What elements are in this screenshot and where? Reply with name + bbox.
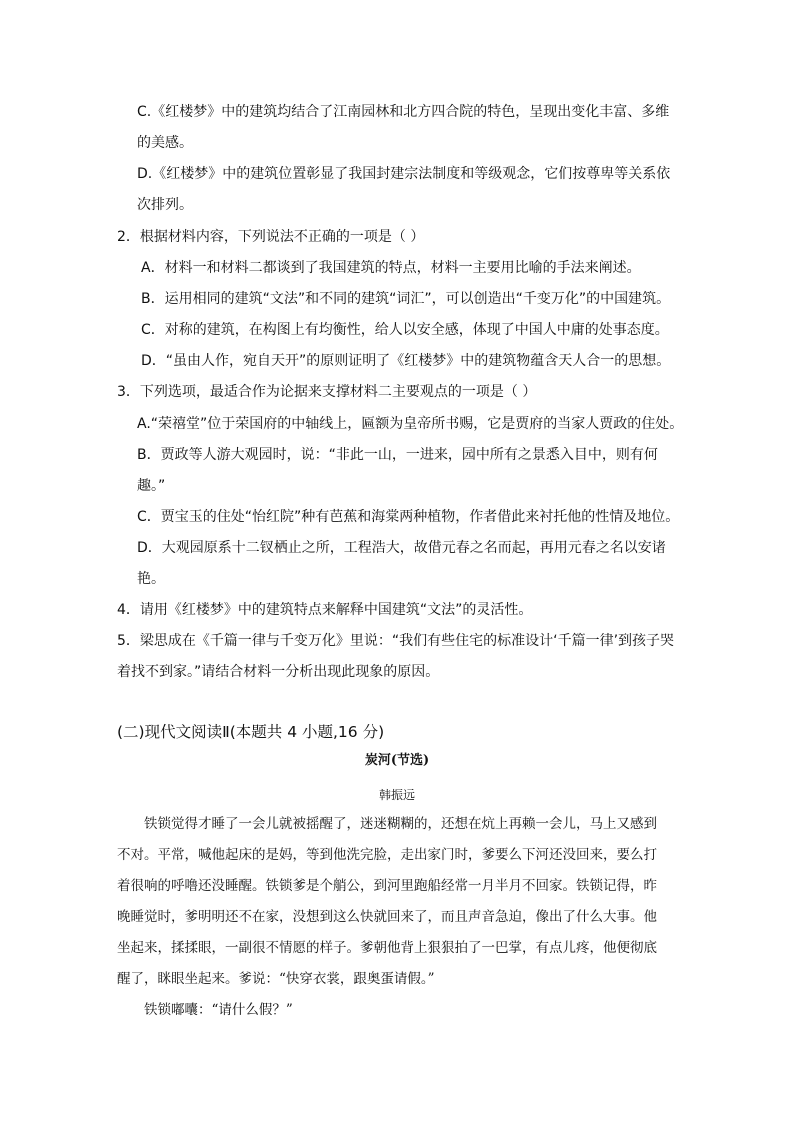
passage-paragraph-1-line4: 晚睡觉时，爹明明还不在家，没想到这么快就回来了，而且声音急迫，像出了什么大事。他 [117, 909, 657, 925]
section-heading: (二)现代文阅读Ⅱ(本题共 4 小题,16 分) [117, 723, 385, 741]
question-3-option-a: A.“荣禧堂”位于荣国府的中轴线上，匾额为皇帝所书赐，它是贾府的当家人贾政的住处。 [137, 416, 684, 432]
question-5-line1: 5．梁思成在《千篇一律与千变万化》里说：“我们有些住宅的标准设计‘千篇一律’到孩子哭 [117, 633, 675, 649]
question-5-line2: 着找不到家。”请结合材料一分析出现此现象的原因。 [117, 664, 440, 680]
option-d-line1: D.《红楼梦》中的建筑位置彰显了我国封建宗法制度和等级观念，它们按尊卑等关系依 [137, 166, 671, 182]
passage-paragraph-1-line6: 醒了，眯眼坐起来。爹说：“快穿衣裳，跟奥蛋请假。” [117, 971, 435, 987]
question-4-text: 4．请用《红楼梦》中的建筑特点来解释中国建筑“文法”的灵活性。 [117, 602, 533, 618]
passage-paragraph-1-line3: 着很响的呼噜还没睡醒。铁锁爹是个艄公，到河里跑船经常一月半月不回家。铁锁记得，昨 [117, 878, 657, 894]
passage-title: 炭河(节选) [364, 753, 430, 768]
question-3-stem: 3．下列选项，最适合作为论据来支撑材料二主要观点的一项是（ ） [117, 384, 537, 400]
passage-paragraph-2: 铁锁嘟囔：“请什么假？” [144, 1002, 293, 1018]
passage-paragraph-1-line2: 不对。平常，喊他起床的是妈，等到他洗完脸，走出家门时，爹要么下河还没回来，要么打 [117, 847, 657, 863]
question-3-option-d-line2: 艳。 [137, 571, 165, 587]
question-3-option-d-line1: D．大观园原系十二钗栖止之所，工程浩大，故借元春之名而起，再用元春之名以安诸 [137, 540, 666, 556]
question-2-option-b: B．运用相同的建筑“文法”和不同的建筑“词汇”，可以创造出“千变万化”的中国建筑。 [141, 291, 671, 307]
passage-paragraph-1-line1: 铁锁觉得才睡了一会儿就被摇醒了，迷迷糊糊的，还想在炕上再赖一会儿，马上又感到 [144, 816, 657, 832]
option-c-line1: C.《红楼梦》中的建筑均结合了江南园林和北方四合院的特色，呈现出变化丰富、多维 [137, 104, 670, 120]
question-3-option-b-line2: 趣。” [137, 478, 166, 494]
passage-author: 韩振远 [378, 788, 415, 802]
question-2-option-a: A．材料一和材料二都谈到了我国建筑的特点，材料一主要用比喻的手法来阐述。 [141, 260, 641, 276]
option-c-line2: 的美感。 [137, 135, 193, 151]
question-2-option-c: C．对称的建筑，在构图上有均衡性，给人以安全感，体现了中国人中庸的处事态度。 [141, 322, 669, 338]
question-2-stem: 2．根据材料内容，下列说法不正确的一项是（ ） [117, 229, 425, 245]
option-d-line2: 次排列。 [137, 197, 193, 213]
passage-paragraph-1-line5: 坐起来，揉揉眼，一副很不情愿的样子。爹朝他背上狠狠拍了一巴掌，有点儿疼，他便彻底 [117, 940, 657, 956]
question-3-option-b-line1: B．贾政等人游大观园时，说：“非此一山，一进来，园中所有之景悉入目中，则有何 [137, 447, 658, 463]
question-2-option-d: D．“虽由人作，宛自天开”的原则证明了《红楼梦》中的建筑物蕴含天人合一的思想。 [141, 353, 671, 369]
question-3-option-c: C．贾宝玉的住处“怡红院”种有芭蕉和海棠两种植物，作者借此来衬托他的性情及地位。 [137, 509, 680, 525]
